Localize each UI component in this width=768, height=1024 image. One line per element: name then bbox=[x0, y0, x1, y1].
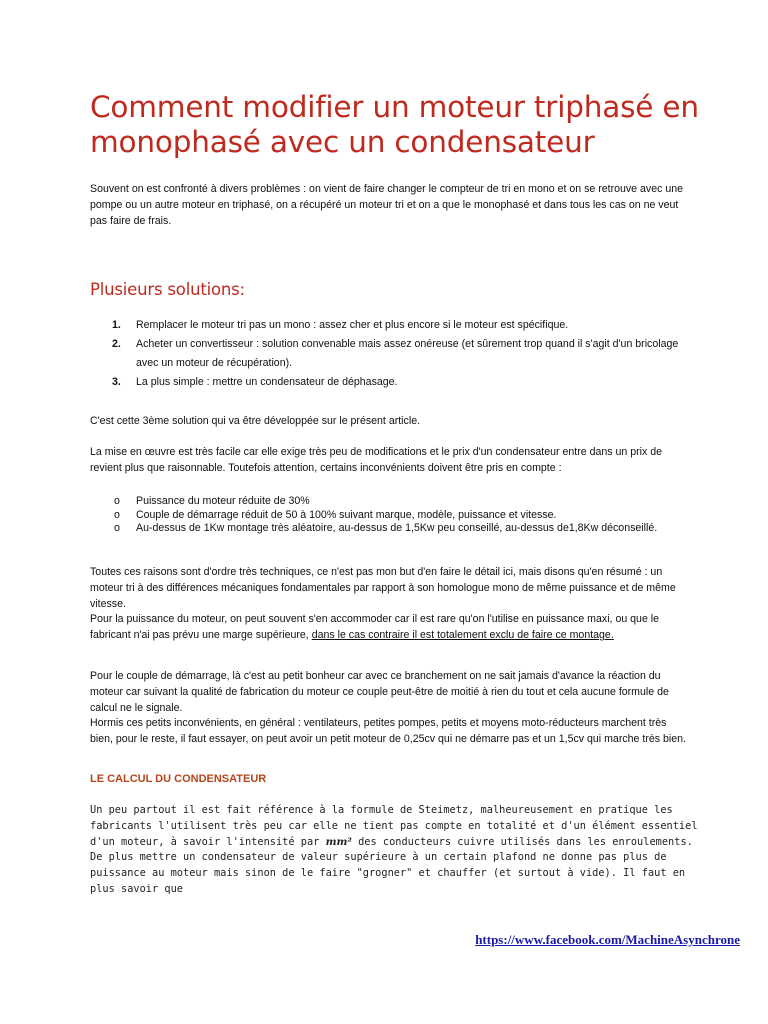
reasons-text: Toutes ces raisons sont d'ordre très techniques, ce n'est pas mon but d'en faire le détail ici, mais disons qu'en résumé : un moteur tri à des différences mécaniques fondamentales par rapport à son homologue mono de même puissance et de même vitesse. bbox=[90, 566, 676, 610]
torque-paragraph bbox=[90, 669, 690, 748]
solutions-list bbox=[90, 316, 690, 392]
torque-text: Pour le couple de démarrage, là c'est au petit bonheur car avec ce branchement on ne sait jamais d'avance la réaction du moteur car suivant la qualité de fabrication du moteur ce couple peut-être de moitié à rien du tout et cela aucune formule de calcul ne le signale. bbox=[90, 670, 669, 714]
drawbacks-list bbox=[90, 495, 690, 536]
page-title: Comment modifier un moteur triphasé en monophasé avec un condensateur bbox=[90, 90, 699, 159]
list-item-text: Au-dessus de 1Kw montage très aléatoire, au-dessus de 1,5Kw peu conseillé, au-dessus de1,8Kw déconseillé. bbox=[136, 522, 658, 534]
calc-paragraph bbox=[90, 803, 700, 898]
intro-paragraph: Souvent on est confronté à divers problèmes : on vient de faire changer le compteur de tri en mono et on se retrouve avec une pompe ou un autre moteur en triphasé, on a récupéré un moteur tri et on a que le monophasé et dans tous les cas on ne veut pas faire de frais. bbox=[90, 183, 684, 227]
solutions-heading: Plusieurs solutions: bbox=[90, 280, 245, 299]
list-item bbox=[90, 316, 690, 335]
reasons-paragraph bbox=[90, 565, 690, 644]
list-item-text: Remplacer le moteur tri pas un mono : assez cher et plus encore si le moteur est spécifique. bbox=[136, 319, 569, 331]
power-text: Pour la puissance du moteur, on peut souvent s'en accommoder car il est rare qu'on l'utilise en puissance maxi, ou que le fabricant n'ai pas prévu une marge supérieure, bbox=[90, 613, 660, 642]
list-item bbox=[90, 335, 690, 373]
list-item bbox=[90, 373, 690, 392]
list-item bbox=[90, 509, 690, 523]
bullet-marker: o bbox=[114, 508, 120, 521]
other-cases-text: Hormis ces petits inconvénients, en général : ventilateurs, petites pompes, petits et moyens moto-réducteurs marchent très bien, pour le reste, il faut essayer, on peut avoir un petit moteur de 0,25cv qui ne démarre pas et un 1,5cv qui marche très bien. bbox=[90, 717, 686, 746]
list-item-text: Puissance du moteur réduite de 30% bbox=[136, 495, 310, 507]
list-number: 2. bbox=[112, 338, 121, 350]
list-item-text: La plus simple : mettre un condensateur de déphasage. bbox=[136, 376, 398, 388]
list-item-text: Acheter un convertisseur : solution convenable mais assez onéreuse (et sûrement trop quand il s'agit d'un bricolage avec un moteur de récupération). bbox=[136, 338, 679, 369]
calc-text-part-2: des conducteurs cuivre utilisés dans les enroulements. De plus mettre un condensateur de valeur supérieure à un certain plafond ne donne pas plus de puissance au moteur mais sinon de le faire "grogner" et chauffer (et surtout à vide). Il faut en plus savoir que bbox=[90, 835, 693, 895]
list-number: 3. bbox=[112, 376, 121, 388]
list-item bbox=[90, 495, 690, 509]
list-item-text: Couple de démarrage réduit de 50 à 100% suivant marque, modèle, puissance et vitesse. bbox=[136, 508, 557, 521]
calc-heading: LE CALCUL DU CONDENSATEUR bbox=[90, 773, 267, 785]
facebook-link[interactable]: https://www.facebook.com/MachineAsynchrone bbox=[475, 932, 740, 947]
power-warning-underlined: dans le cas contraire il est totalement exclu de faire ce montage. bbox=[311, 629, 614, 642]
list-number: 1. bbox=[112, 319, 121, 331]
bullet-marker: o bbox=[114, 495, 120, 507]
implementation-paragraph: La mise en œuvre est très facile car elle exige très peu de modifications et le prix d'un condensateur entre dans un prix de revient plus que raisonnable. Toutefois attention, certains inconvénients doivent être pris en compte : bbox=[90, 446, 663, 474]
calc-text-part-1: Un peu partout il est fait référence à la formule de Steimetz, malheureusement en pratique les fabricants l'utilisent très peu car elle ne tient pas compte en totalité et d'un élément essentiel d'un moteur, à savoir l'intensité par bbox=[90, 804, 698, 848]
list-item bbox=[90, 522, 690, 536]
bullet-marker: o bbox=[114, 522, 120, 534]
solution-3-paragraph: C'est cette 3ème solution qui va être développée sur le présent article. bbox=[90, 415, 421, 427]
mm2-unit: mm² bbox=[325, 835, 352, 848]
